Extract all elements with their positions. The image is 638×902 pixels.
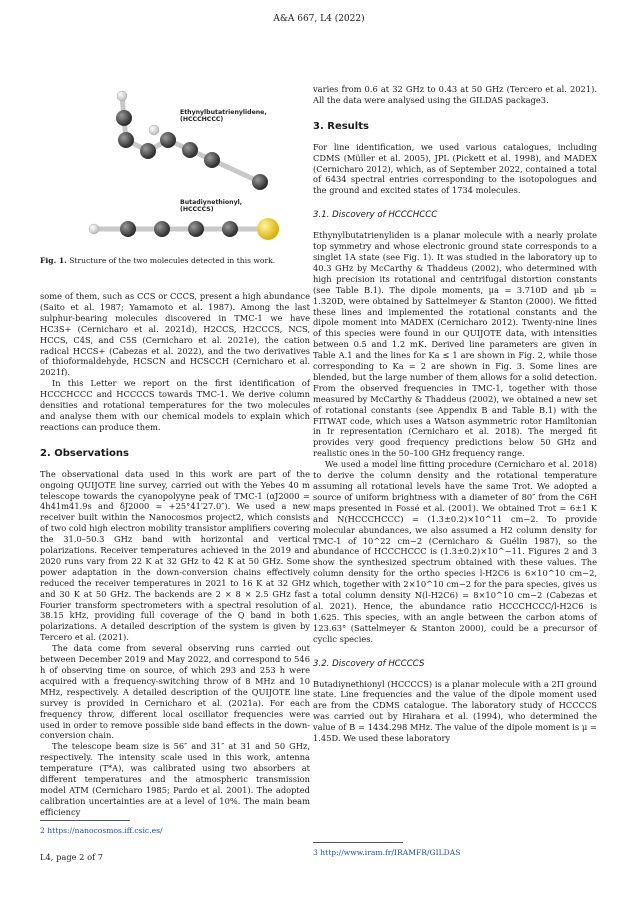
paragraph: Ethynylbutatrienyliden is a planar molecule with a nearly prolate top symmetry and whose electronic ground state corresponds to a singlet 1A state (see Fig. 1). It was studied in the laboratory up to 40.3 GHz by McCarthy & Thaddeus (2002), who determined with high precision its rotational and centrifugal distortion constants (see Table B.1). The dipole moments, μa = 3.710D and μb = 1.320D, were obtained by Sattelmeyer & Stanton (2000). We fitted these lines and implemented the rotational constants and the dipole moment into MADEX (Cernicharo 2012). Twenty-nine lines of this species were found in our QUIJOTE data, with intensities between 0.5 and 1.2 mK. Derived line parameters are given in Table A.1 and the lines for Ka ≤ 1 are shown in Fig. 2, while those corresponding to Ka = 2 are shown in Fig. 3. Some lines are blended, but the large number of them allows for a solid detection. From the observed frequencies in TMC-1, together with those measured by McCarthy & Thaddeus (2002), we obtained a new set of rotational constants (see Appendix B and Table B.1) with the FITWAT code, which uses a Watson asymmetric rotor Hamiltonian in Ir representation (Cernicharo et al. 2018). The merged fit provides very good frequency predictions below 50 GHz and realistic ones in the 50–100 GHz frequency range. — [313, 230, 597, 459]
running-head: A&A 667, L4 (2022) — [273, 14, 365, 24]
left-column — [40, 291, 310, 818]
carbon-atom — [222, 221, 238, 237]
carbon-atom — [182, 142, 198, 158]
section-heading-observations: 2. Observations — [40, 447, 129, 459]
footnote-separator — [40, 820, 130, 821]
paragraph: For line identification, we used various catalogues, including CDMS (Müller et al. 2005), JPL (Pickett et al. 1998), and MADEX (Cernicharo 2012), which, as of September 2022, contained a total of 6434 spectral entries corresponding to the isotopologues and the ground and excited states of 1734 molecules. — [313, 141, 597, 196]
paragraph: In this Letter we report on the first identification of HCCCHCCC and HCCCCS towards TMC-1. We derive column densities and rotational temperatures for the two molecules and analyse them with our chemical models to explain which reactions can produce them. — [40, 378, 310, 432]
caption-label: Fig. 1. — [40, 256, 67, 265]
carbon-atom — [154, 221, 170, 237]
carbon-atom — [252, 174, 268, 190]
sulfur-atom — [257, 218, 279, 240]
carbon-atom — [140, 143, 156, 159]
paragraph: The data come from several observing runs carried out between December 2019 and May 2022, and correspond to 546 h of observing time on source, of which 293 and 253 h were acquired with a frequency-switching throw of 8 MHz and 10 MHz, respectively. A detailed description of the QUIJOTE line survey is provided in Cernicharo et al. (2021a). For each frequency throw, different local oscillator frequencies were used in order to remove possible side band effects in the down-conversion chain. — [40, 643, 310, 741]
paragraph: The observational data used in this work are part of the ongoing QUIJOTE line survey, carried out with the Yebes 40 m telescope towards the cyanopolyyne peak of TMC-1 (αJ2000 = 4h41m41.9s and δJ2000 = +25°41′27.0″). We used a new receiver built within the Nanocosmos project2, which consists of two cold high electron mobility transistor amplifiers covering the 31.0–50.3 GHz band with horizontal and vertical polarizations. Receiver temperatures achieved in the 2019 and 2020 runs vary from 22 K at 32 GHz to 42 K at 50 GHz. Some power adaptation in the down-conversion chains effectively reduced the receiver temperatures in 2021 to 16 K at 32 GHz and 30 K at 50 GHz. The backends are 2 × 8 × 2.5 GHz fast Fourier transform spectrometers with a spectral resolution of 38.15 kHz, providing full coverage of the Q band in both polarizations. A detailed description of the system is given by Tercero et al. (2021). — [40, 468, 310, 643]
right-column — [313, 84, 597, 744]
footnote-2[interactable]: 2 https://nanocosmos.iff.csic.es/ — [40, 826, 163, 835]
label-hcccchccc: Ethynylbutatrienylidene, — [180, 109, 267, 116]
figure-caption — [40, 256, 310, 265]
carbon-atom — [120, 221, 136, 237]
paragraph: varies from 0.6 at 32 GHz to 0.43 at 50 GHz (Tercero et al. 2021). All the data were analysed using the GILDAS package3. — [313, 84, 597, 105]
paragraph: The telescope beam size is 56″ and 31″ at 31 and 50 GHz, respectively. The intensity scale used in this work, antenna temperature (T*A), was calibrated using two absorbers at different temperatures and the atmospheric transmission model ATM (Cernicharo 1985; Pardo et al. 2001). The adopted calibration uncertainties are at a level of 10%. The main beam efficiency — [40, 741, 310, 817]
subsection-heading-hcccchccc: 3.1. Discovery of HCCCHCCC — [313, 210, 438, 221]
hydrogen-atom — [149, 125, 159, 135]
hydrogen-atom — [117, 91, 127, 101]
paragraph: Butadiynethionyl (HCCCCS) is a planar molecule with a 2Π ground state. Line frequencies and the value of the dipole moment used are from the CDMS catalogue. The laboratory study of HCCCCS was carried out by Hirahara et al. (1994), who determined the value of B = 1434.298 MHz. The value of the dipole moment is μ = 1.45D. We used these laboratory — [313, 678, 597, 744]
label-hccccs: Butadiynethionyl, — [180, 199, 243, 206]
footnote-separator — [313, 842, 403, 843]
caption-text: Structure of the two molecules detected in this work. — [66, 256, 276, 265]
subsection-heading-hccccs: 3.2. Discovery of HCCCCS — [313, 658, 425, 669]
paragraph: We used a model line fitting procedure (Cernicharo et al. 2018) to derive the column density and the rotational temperature assuming all rotational levels have the same Trot. We adopted a source of uniform brightness with a diameter of 80″ from the C6H maps presented in Fossé et al. (2001). We obtained Trot = 6±1 K and N(HCCCHCCC) = (1.3±0.2)×10^11 cm−2. To provide molecular abundances, we also assumed a H2 column density for TMC-1 of 10^22 cm−2 (Cernicharo & Guélin 1987), so the abundance of HCCCHCCC is (1.3±0.2)×10^−11. Figures 2 and 3 show the synthesized spectrum obtained with these values. The column density for the ortho species l-H2C6 is 6×10^10 cm−2, which, together with 2×10^10 cm−2 for the para species, gives us a total column density N(l-H2C6) = 8×10^10 cm−2 (Cabezas et al. 2021). Hence, the abundance ratio HCCCHCCC/l-H2C6 is 1.625. This species, with an angle between the carbon atoms of 123.63° (Sattelmeyer & Stanton 2000), could be a precursor of cyclic species. — [313, 459, 597, 644]
section-heading-results: 3. Results — [313, 120, 369, 132]
carbon-atom — [160, 132, 176, 148]
carbon-atom — [116, 110, 132, 126]
carbon-atom — [204, 152, 220, 168]
hydrogen-atom — [89, 224, 99, 234]
label-hccccs-formula: (HCCCCS) — [180, 206, 214, 213]
page-number: L4, page 2 of 7 — [40, 852, 104, 862]
molecule-figure — [40, 84, 310, 248]
carbon-atom — [188, 221, 204, 237]
footnote-3[interactable]: 3 http://www.iram.fr/IRAMFR/GILDAS — [313, 848, 461, 857]
label-hcccchccc-formula: (HCCCHCCC) — [180, 116, 224, 123]
carbon-atom — [118, 132, 134, 148]
paragraph: some of them, such as CCS or CCCS, present a high abundance (Saito et al. 1987; Yamamoto et al. 1987). Among the last sulphur-bearing molecules discovered in TMC-1 we have HC3S+ (Cernicharo et al. 2021d), H2CCS, H2CCCS, NCS, HCCS, C4S, and C5S (Cernicharo et al. 2021e), the cation radical HCCS+ (Cabezas et al. 2022), and the two derivatives of thioformaldehyde, HCSCN and HCSCCH (Cernicharo et al. 2021f). — [40, 291, 310, 378]
